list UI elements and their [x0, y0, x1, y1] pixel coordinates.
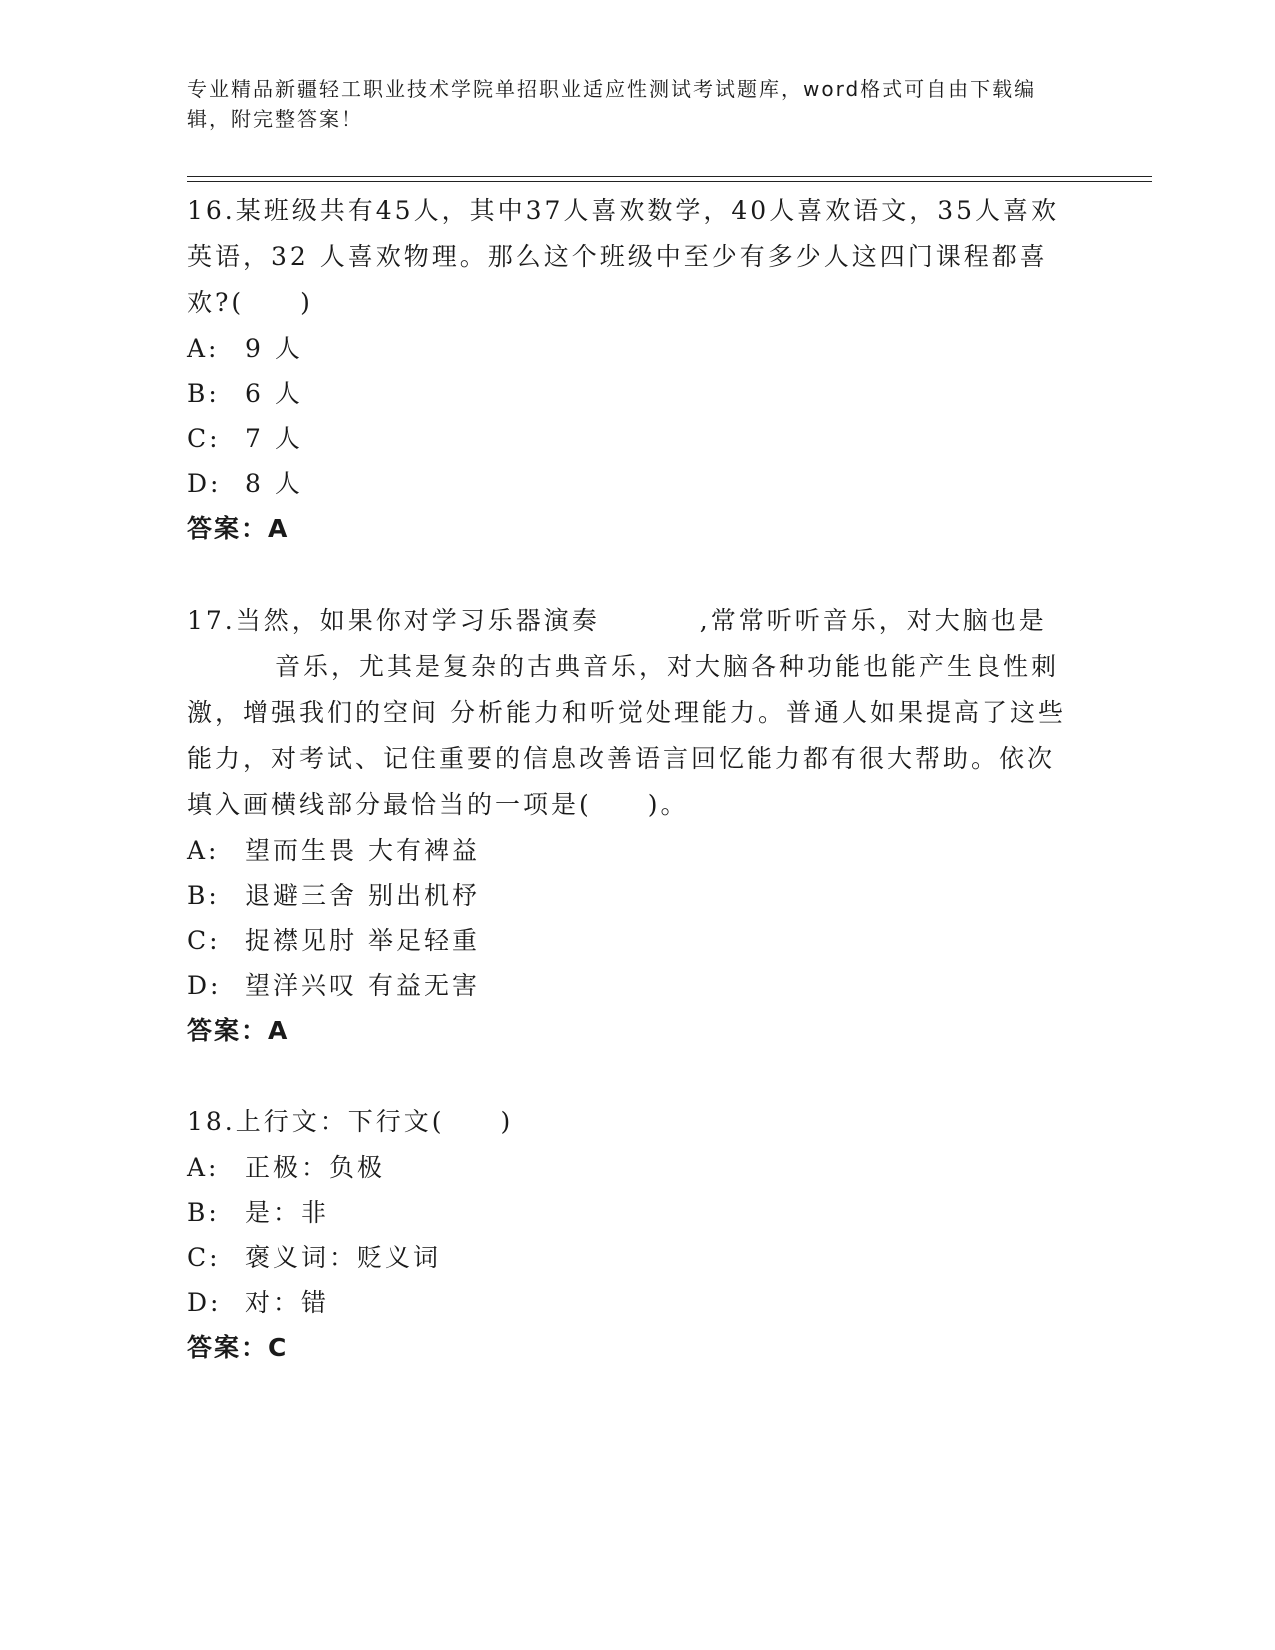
answer-line: 答案：C — [187, 1333, 289, 1362]
option-label: A: — [187, 334, 220, 363]
header-intro: 专业精品新疆轻工职业技术学院单招职业适应性测试考试题库，word格式可自由下载编辑，附完整答案！ — [187, 77, 1037, 131]
question-body-part2: ,常常听听音乐，对大脑也是 — [699, 606, 1047, 635]
option-label: B: — [187, 881, 220, 910]
question-number: 18. — [187, 1107, 236, 1136]
question-17 — [187, 598, 1067, 1054]
option-d — [187, 461, 1067, 506]
option-label: C: — [187, 1243, 221, 1272]
option-c — [187, 918, 1067, 963]
option-text: 正极：负极 — [245, 1153, 386, 1182]
option-a — [187, 326, 1067, 371]
option-a — [187, 1145, 1067, 1190]
option-c — [187, 1235, 1067, 1280]
question-18 — [187, 1099, 1067, 1371]
question-body: 上行文：下行文( ) — [235, 1107, 514, 1136]
option-label: C: — [187, 926, 221, 955]
option-text: 6 人 — [245, 379, 303, 408]
option-d — [187, 963, 1067, 1008]
question-text — [187, 1099, 1067, 1145]
question-text — [187, 188, 1067, 326]
option-label: D: — [187, 1288, 222, 1317]
question-16 — [187, 188, 1067, 552]
question-number: 17. — [187, 606, 236, 635]
option-text: 9 人 — [245, 334, 303, 363]
option-text: 是：非 — [245, 1198, 330, 1227]
option-text: 对：错 — [245, 1288, 330, 1317]
document-header — [187, 74, 1067, 134]
option-b — [187, 371, 1067, 416]
option-text: 褒义词：贬义词 — [245, 1243, 442, 1272]
question-body-part1: 当然，如果你对学习乐器演奏 — [235, 606, 600, 635]
option-text: 捉襟见肘 举足轻重 — [245, 926, 480, 955]
option-label: D: — [187, 971, 222, 1000]
question-body-part3: 音乐，尤其是复杂的古典音乐，对大脑各种功能也能产生良性刺激，增强我们的空间 分析能力和听觉处理能力。普通人如果提高了这些能力，对考试、记住重要的信息改善语言回忆能力都有很大帮助。依次填入画横线部分最恰当的一项是( )。 — [187, 652, 1066, 819]
option-label: A: — [187, 1153, 220, 1182]
option-text: 7 人 — [245, 424, 303, 453]
option-b — [187, 1190, 1067, 1235]
option-label: C: — [187, 424, 221, 453]
option-label: B: — [187, 1198, 220, 1227]
option-a — [187, 828, 1067, 873]
option-c — [187, 416, 1067, 461]
header-divider-top — [187, 176, 1152, 177]
option-text: 望而生畏 大有裨益 — [245, 836, 480, 865]
option-text: 退避三舍 别出机杼 — [245, 881, 480, 910]
question-number: 16. — [187, 196, 236, 225]
option-label: B: — [187, 379, 220, 408]
answer-line: 答案：A — [187, 514, 290, 543]
option-d — [187, 1280, 1067, 1325]
header-divider-bottom — [187, 181, 1152, 182]
option-text: 望洋兴叹 有益无害 — [245, 971, 480, 1000]
option-text: 8 人 — [245, 469, 303, 498]
option-label: A: — [187, 836, 220, 865]
answer-line: 答案：A — [187, 1016, 290, 1045]
option-b — [187, 873, 1067, 918]
question-body: 某班级共有45人，其中37人喜欢数学，40人喜欢语文，35人喜欢英语，32 人喜欢物理。那么这个班级中至少有多少人这四门课程都喜欢?( ) — [187, 196, 1060, 317]
question-text — [187, 598, 1067, 828]
option-label: D: — [187, 469, 222, 498]
